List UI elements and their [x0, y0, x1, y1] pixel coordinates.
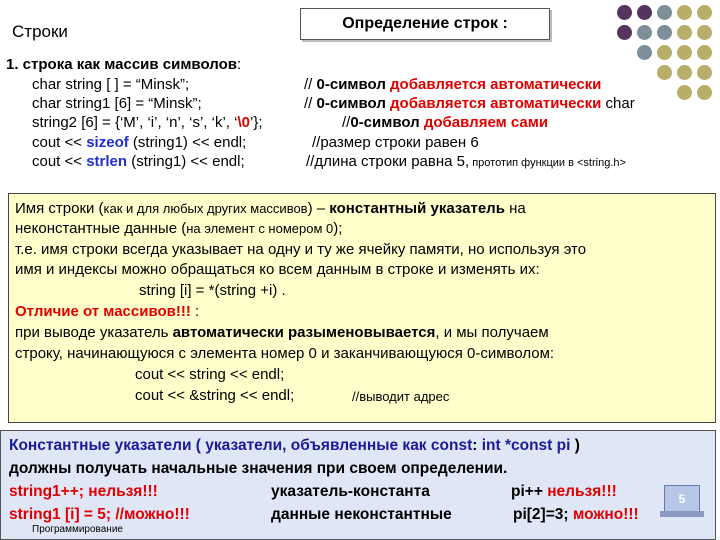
comment-red: добавляется автоматически	[385, 76, 602, 93]
comment-small: прототип функции в <string.h>	[469, 157, 626, 169]
slide-number-monitor-icon: 5	[664, 485, 700, 513]
comment-bold: 0-символ	[316, 95, 386, 112]
slide-title: Строки	[12, 22, 68, 41]
comment-slashes: //	[342, 114, 351, 131]
code-text: pi[2]=3;	[513, 506, 573, 523]
decor-dot	[657, 5, 672, 20]
monitor-stand-icon	[660, 511, 704, 517]
text-line	[15, 323, 549, 342]
text: ) –	[307, 200, 330, 217]
example-note: данные неконстантные	[271, 506, 452, 523]
code-line	[135, 386, 294, 405]
example-line	[511, 481, 617, 503]
code-text: cout <<	[32, 153, 87, 170]
text: Имя строки (	[15, 200, 104, 217]
code-text: string1++;	[9, 483, 89, 500]
strlen-keyword: strlen	[86, 153, 128, 170]
decor-dot	[677, 5, 692, 20]
comment-slashes: //	[304, 95, 317, 112]
decor-dot	[637, 5, 652, 20]
forbidden-label: нельзя!!!	[88, 483, 158, 500]
header-title: Определение строк :	[300, 8, 550, 40]
code-comment-2	[304, 94, 635, 113]
code-line-5	[32, 152, 245, 171]
text: Константные указатели ( указатели, объявленные как	[9, 437, 431, 454]
decor-dot	[697, 5, 712, 20]
code-comment-5	[306, 152, 626, 173]
comment-red: добавляем сами	[419, 114, 549, 131]
code-text: (string1) << endl;	[127, 153, 245, 170]
code-continuation: char	[601, 95, 635, 112]
code-comment-3	[342, 113, 548, 132]
code-text: ’};	[250, 114, 263, 131]
code-line-2	[32, 94, 202, 113]
code-text: int *const pi	[481, 437, 571, 454]
example-line: string1 [i] = 5; //можно!!!	[9, 506, 190, 523]
code-text: char string [ ] = “Minsk”;	[32, 76, 190, 93]
string-definition-panel	[0, 50, 714, 182]
decor-dot	[617, 5, 632, 20]
comment-text: строки равна 5,	[356, 153, 470, 170]
text-line	[9, 435, 580, 457]
text: на	[504, 200, 526, 217]
text: :	[190, 303, 200, 320]
text-line	[15, 199, 526, 218]
text-line	[15, 302, 199, 321]
comment-text: строки равен 6	[370, 134, 479, 151]
decor-dot	[677, 25, 692, 40]
example-line	[513, 504, 639, 526]
text: при выводе указатель	[15, 324, 173, 341]
comment-small: //выводит адрес	[352, 389, 450, 404]
comment-slashes: //	[304, 76, 317, 93]
code-line-1	[32, 75, 189, 94]
code-text: cout << &string << endl;	[135, 387, 295, 404]
comment-red: добавляется автоматически	[385, 95, 602, 112]
text: :	[472, 437, 482, 454]
code-line-3	[32, 113, 263, 132]
example-line	[9, 481, 158, 503]
allowed-label: можно!!!	[572, 506, 639, 523]
decor-dot	[697, 25, 712, 40]
string-name-panel	[8, 193, 716, 423]
forbidden-label: нельзя!!!	[547, 483, 617, 500]
text-small: на элемент с номером 0	[186, 221, 334, 236]
text: );	[333, 220, 343, 237]
code-text: char string1 [6] = “Minsk”;	[32, 95, 202, 112]
decor-dot	[637, 25, 652, 40]
example-note: указатель-константа	[271, 483, 430, 500]
heading-bold: 1. строка как массив символов	[6, 56, 237, 73]
heading-colon: :	[236, 56, 242, 73]
code-text: pi++	[511, 483, 548, 500]
comment-text: //длина	[306, 153, 357, 170]
text-line: строку, начинающуюся с элемента номер 0 и заканчивающуюся 0-символом:	[15, 345, 555, 362]
formula-line: string [i] = *(string +i) .	[139, 282, 286, 299]
code-text: (string1) << endl;	[128, 134, 247, 151]
text: , и мы получаем	[435, 324, 549, 341]
comment-bold: 0-символ	[316, 76, 386, 93]
code-text: cout <<	[32, 134, 87, 151]
code-comment-4	[312, 133, 479, 152]
difference-heading: Отличие от массивов!!!	[15, 303, 191, 320]
code-line-4	[32, 133, 246, 152]
text-line: т.е. имя строки всегда указывает на одну и ту же ячейку памяти, но используя это	[15, 241, 587, 258]
text-bold: автоматически разыменовывается	[172, 324, 436, 341]
decor-dot	[657, 25, 672, 40]
text-line	[15, 219, 342, 238]
null-char: \0	[237, 114, 250, 131]
heading-line	[6, 55, 241, 74]
decor-dot	[617, 25, 632, 40]
text: неконстантные данные (	[15, 220, 187, 237]
footer-text: Программирование	[32, 524, 123, 535]
code-line: cout << string << endl;	[135, 366, 285, 383]
text-bold: константный указатель	[329, 200, 505, 217]
code-text: string2 [6] = {‘M’, ‘i’, ‘n’, ‘s’, ‘k’, ‘	[32, 114, 238, 131]
const-keyword: const	[430, 437, 473, 454]
text-small: как и для любых других массивов	[103, 201, 308, 216]
code-comment-1	[304, 75, 601, 94]
text-line: должны получать начальные значения при своем определении.	[9, 460, 508, 477]
comment-bold: 0-символ	[350, 114, 420, 131]
code-comment	[352, 387, 449, 406]
sizeof-keyword: sizeof	[86, 134, 129, 151]
comment-text: //размер	[312, 134, 371, 151]
text: )	[570, 437, 580, 454]
text-line: имя и индексы можно обращаться ко всем данным в строке и изменять их:	[15, 261, 540, 278]
